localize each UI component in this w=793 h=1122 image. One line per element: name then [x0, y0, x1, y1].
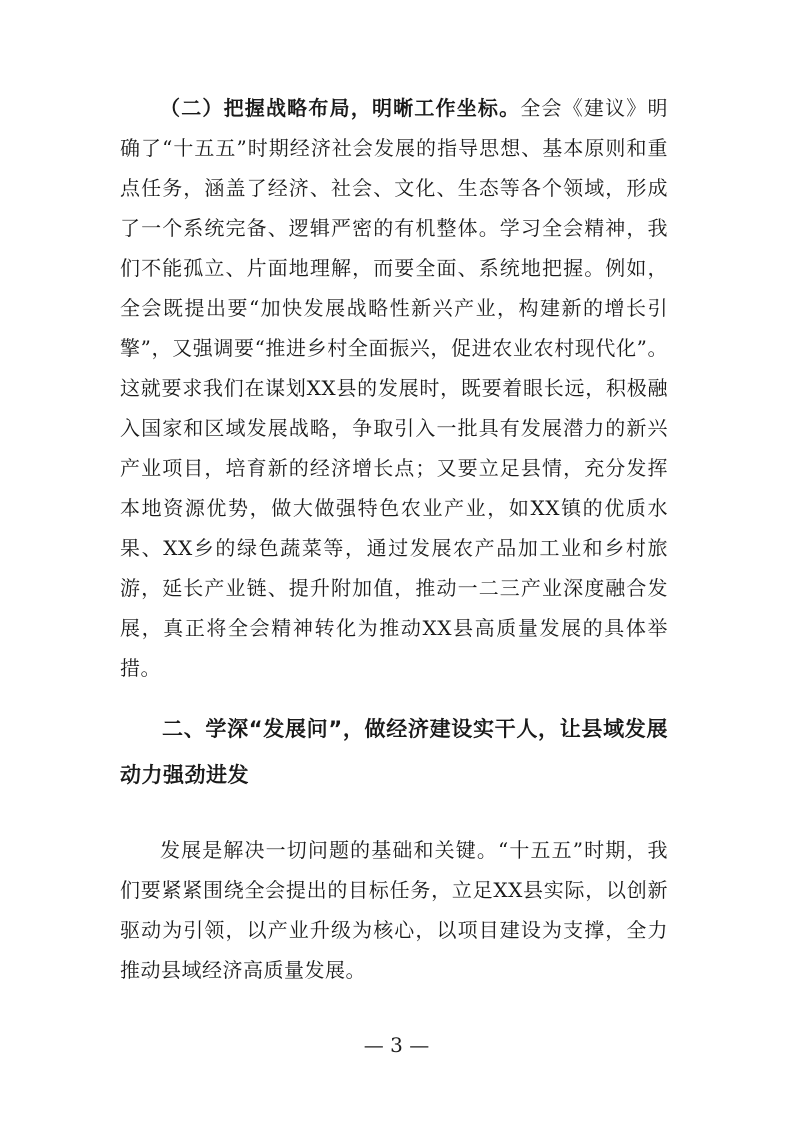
paragraph-strategic-layout	[120, 88, 668, 688]
paragraph-body-text: 全会《建议》明确了“十五五”时期经济社会发展的指导思想、基本原则和重点任务，涵盖了经济、社会、文化、生态等各个领域，形成了一个系统完备、逻辑严密的有机整体。学习全会精神，我们不能孤立、片面地理解，而要全面、系统地把握。例如，全会既提出要“加快发展战略性新兴产业，构建新的增长引擎”，又强调要“推进乡村全面振兴，促进农业农村现代化”。这就要求我们在谋划XX县的发展时，既要着眼长远，积极融入国家和区域发展战略，争取引入一批具有发展潜力的新兴产业项目，培育新的经济增长点；又要立足县情，充分发挥本地资源优势，做大做强特色农业产业，如XX镇的优质水果、XX乡的绿色蔬菜等，通过发展农产品加工业和乡村旅游，延长产业链、提升附加值，推动一二三产业深度融合发展，真正将全会精神转化为推动XX县高质量发展的具体举措。	[120, 96, 669, 680]
paragraph-development: 发展是解决一切问题的基础和关键。“十五五”时期，我们要紧紧围绕全会提出的目标任务，立足XX县实际，以创新驱动为引领，以产业升级为核心，以项目建设为支撑，全力推动县域经济高质量发展。	[120, 838, 668, 982]
page-number: — 3 —	[363, 1033, 430, 1057]
paragraph-lead-heading: （二）把握战略布局，明晰工作坐标。	[160, 96, 521, 120]
section-heading: 二、学深“发展问”，做经济建设实干人，让县域发展动力强劲进发	[120, 717, 668, 787]
